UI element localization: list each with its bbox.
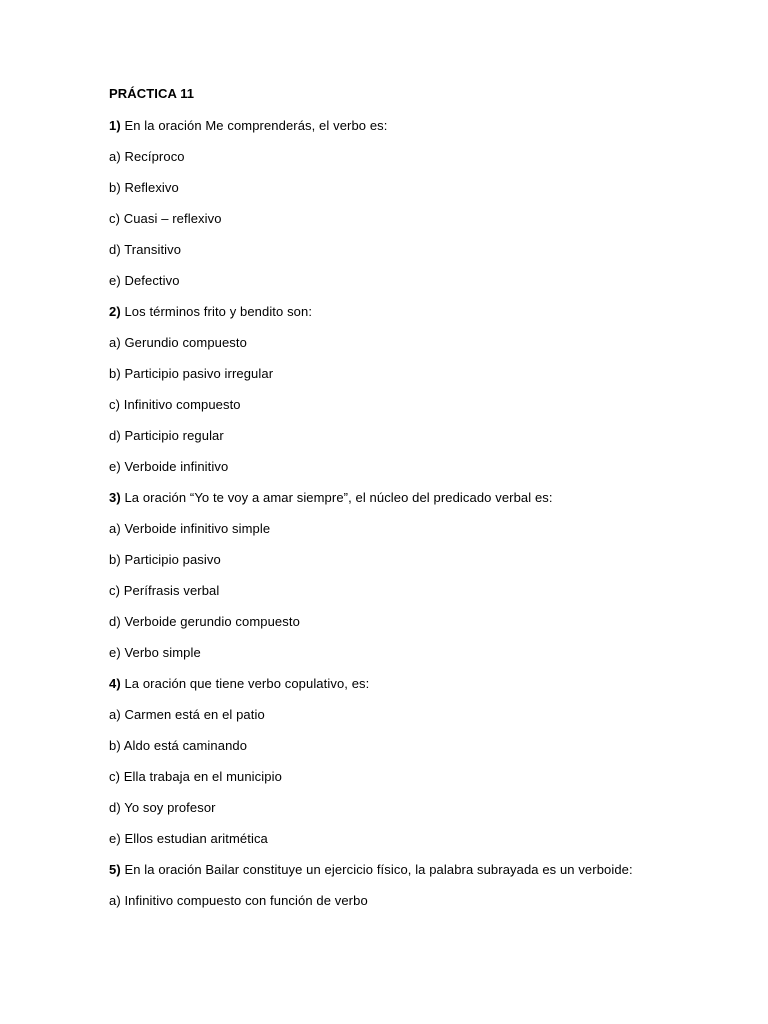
answer-option: d) Verboide gerundio compuesto	[109, 614, 300, 629]
answer-option: c) Perífrasis verbal	[109, 583, 220, 598]
answer-option: d) Yo soy profesor	[109, 800, 216, 815]
question-number: 3)	[109, 490, 121, 505]
question-text: La oración “Yo te voy a amar siempre”, el núcleo del predicado verbal es:	[120, 490, 553, 505]
question-line	[109, 861, 633, 892]
question-line	[109, 303, 633, 334]
answer-option: d) Transitivo	[109, 242, 182, 257]
answer-option: c) Cuasi – reflexivo	[109, 211, 222, 226]
answer-option: e) Verboide infinitivo	[109, 459, 229, 474]
answer-option: b) Participio pasivo	[109, 552, 221, 567]
question-line	[109, 117, 633, 148]
answer-option: b) Aldo está caminando	[109, 738, 248, 753]
question-line	[109, 489, 633, 520]
answer-option: c) Infinitivo compuesto	[109, 397, 241, 412]
answer-option: b) Participio pasivo irregular	[109, 366, 274, 381]
question-number: 1)	[109, 118, 121, 133]
question-text: La oración que tiene verbo copulativo, es:	[120, 676, 370, 691]
question-text: En la oración Me comprenderás, el verbo es:	[120, 118, 388, 133]
answer-option: a) Infinitivo compuesto con función de verbo	[109, 893, 368, 908]
answer-option: b) Reflexivo	[109, 180, 179, 195]
answer-option: a) Gerundio compuesto	[109, 335, 247, 350]
answer-option: d) Participio regular	[109, 428, 224, 443]
question-number: 4)	[109, 676, 121, 691]
question-text: Los términos frito y bendito son:	[120, 304, 313, 319]
answer-option: c) Ella trabaja en el municipio	[109, 769, 282, 784]
question-text: En la oración Bailar constituye un ejercicio físico, la palabra subrayada es un verboide:	[120, 862, 633, 877]
answer-option: e) Verbo simple	[109, 645, 201, 660]
question-line	[109, 675, 633, 706]
question-number: 2)	[109, 304, 121, 319]
answer-option: e) Defectivo	[109, 273, 180, 288]
answer-option: a) Carmen está en el patio	[109, 707, 265, 722]
question-list	[109, 117, 633, 923]
answer-option: a) Verboide infinitivo simple	[109, 521, 271, 536]
answer-option: a) Recíproco	[109, 149, 185, 164]
answer-option: e) Ellos estudian aritmética	[109, 831, 268, 846]
question-number: 5)	[109, 862, 121, 877]
document-title: PRÁCTICA 11	[109, 86, 195, 101]
